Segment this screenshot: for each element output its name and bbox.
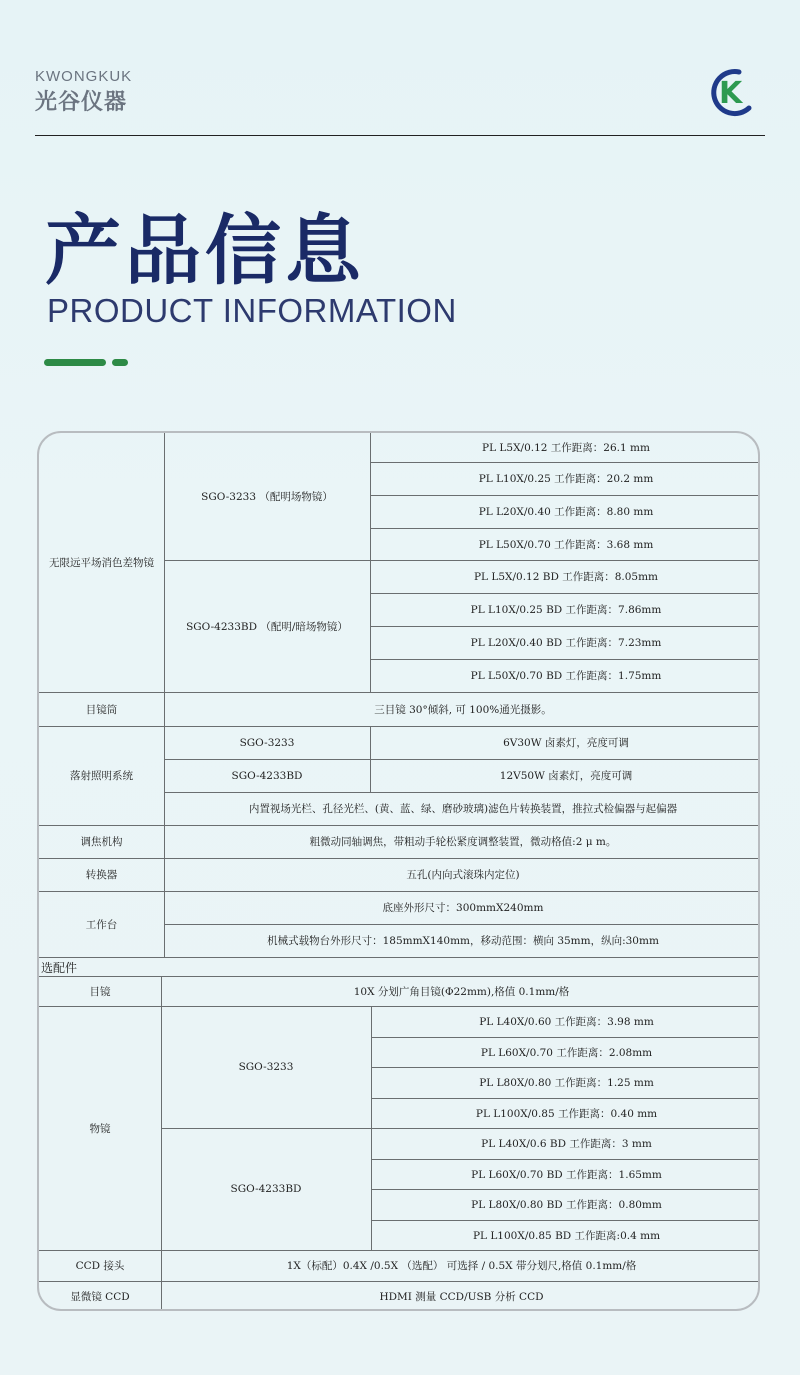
brand-name-en: KWONGKUK (35, 68, 133, 85)
accent-bar-short (112, 359, 128, 366)
nosepiece-value: 五孔(内向式滚珠内定位) (406, 869, 520, 881)
objective-model: SGO-3233 （配明场物镜） (201, 491, 333, 503)
nosepiece-label: 转换器 (85, 869, 118, 881)
illumination-note: 内置视场光栏、孔径光栏、(黄、蓝、绿、磨砂玻璃)滤色片转换装置，推拉式检偏器与起偏器 (248, 803, 678, 815)
microscope-ccd-label: 显微镜 CCD (70, 1290, 130, 1303)
table-grid-line (39, 957, 760, 958)
illumination-model: SGO-4233BD (231, 769, 303, 782)
optional-objective-item: PL L80X/0.80 工作距离：1.25 mm (479, 1077, 654, 1089)
ccd-adapter-value: 1X（标配）0.4X /0.5X （选配） 可选择 / 0.5X 带分划尺,格值 0.1mm/格 (286, 1260, 637, 1272)
header-divider (35, 135, 765, 136)
optional-section-label: 选配件 (41, 960, 78, 975)
stage-label: 工作台 (85, 918, 118, 931)
optional-eyepiece-value: 10X 分划广角目镜(Φ22mm),格值 0.1mm/格 (353, 985, 570, 998)
page-title: 产品信息 (45, 206, 365, 295)
optional-objective-item: PL L100X/0.85 BD 工作距离:0.4 mm (472, 1229, 661, 1242)
illumination-label: 落射照明系统 (70, 770, 133, 782)
objective-spec-item: PL L50X/0.70 工作距离：3.68 mm (478, 538, 654, 551)
ccd-adapter-label: CCD 接头 (75, 1260, 125, 1272)
optional-eyepiece-label: 目镜 (89, 985, 111, 998)
brand-name-cn: 光谷仪器 (35, 90, 128, 115)
optional-objective-model: SGO-3233 (238, 1061, 294, 1073)
stage-value: 底座外形尺寸：300mmX240mm (382, 902, 544, 914)
optional-objective-item: PL L60X/0.70 工作距离：2.08mm (480, 1046, 653, 1059)
objective-spec-item: PL L10X/0.25 工作距离：20.2 mm (478, 473, 654, 485)
brand-logo-letter: K (719, 76, 743, 111)
focus-value: 粗微动同轴调焦，带粗动手轮松紧度调整装置，微动格值:2 μ m。 (309, 836, 617, 848)
brand-logo-icon (705, 66, 757, 118)
accent-bar-long (44, 359, 106, 366)
spec-table (37, 431, 760, 1311)
focus-label: 调焦机构 (80, 836, 123, 848)
stage-value: 机械式载物台外形尺寸：185mmX140mm，移动范围：横向 35mm，纵向:30mm (267, 935, 659, 947)
optional-objective-item: PL L40X/0.60 工作距离：3.98 mm (479, 1016, 654, 1028)
optional-objective-item: PL L80X/0.80 BD 工作距离：0.80mm (471, 1199, 662, 1211)
brand-logo-text (35, 68, 132, 116)
optional-objective-model: SGO-4233BD (230, 1183, 302, 1195)
objective-model: SGO-4233BD （配明/暗场物镜） (186, 620, 348, 633)
eyepiece-tube-label: 目镜筒 (85, 703, 118, 716)
objective-spec-item: PL L20X/0.40 BD 工作距离：7.23mm (470, 637, 662, 649)
optional-objective-item: PL L100X/0.85 工作距离：0.40 mm (475, 1107, 658, 1120)
illumination-model: SGO-3233 (239, 736, 295, 749)
illumination-value: 12V50W 卤素灯，亮度可调 (499, 770, 633, 782)
optional-objective-item: PL L60X/0.70 BD 工作距离：1.65mm (471, 1168, 662, 1181)
objective-spec-item: PL L5X/0.12 工作距离：26.1 mm (482, 442, 650, 454)
optional-objective-item: PL L40X/0.6 BD 工作距离：3 mm (481, 1138, 652, 1150)
optional-objectives-label: 物镜 (89, 1122, 111, 1135)
objective-spec-item: PL L10X/0.25 BD 工作距离：7.86mm (470, 604, 662, 616)
page-subtitle: PRODUCT INFORMATION (47, 292, 457, 329)
objective-spec-item: PL L5X/0.12 BD 工作距离：8.05mm (473, 571, 659, 583)
objective-spec-item: PL L20X/0.40 工作距离：8.80 mm (478, 506, 654, 518)
microscope-ccd-value: HDMI 测量 CCD/USB 分析 CCD (379, 1290, 544, 1303)
eyepiece-tube-value: 三目镜 30°倾斜, 可 100%通光摄影。 (374, 703, 552, 716)
objective-section-label: 无限远平场消色差物镜 (49, 557, 154, 569)
illumination-value: 6V30W 卤素灯，亮度可调 (503, 737, 629, 749)
objective-spec-item: PL L50X/0.70 BD 工作距离：1.75mm (470, 670, 662, 682)
